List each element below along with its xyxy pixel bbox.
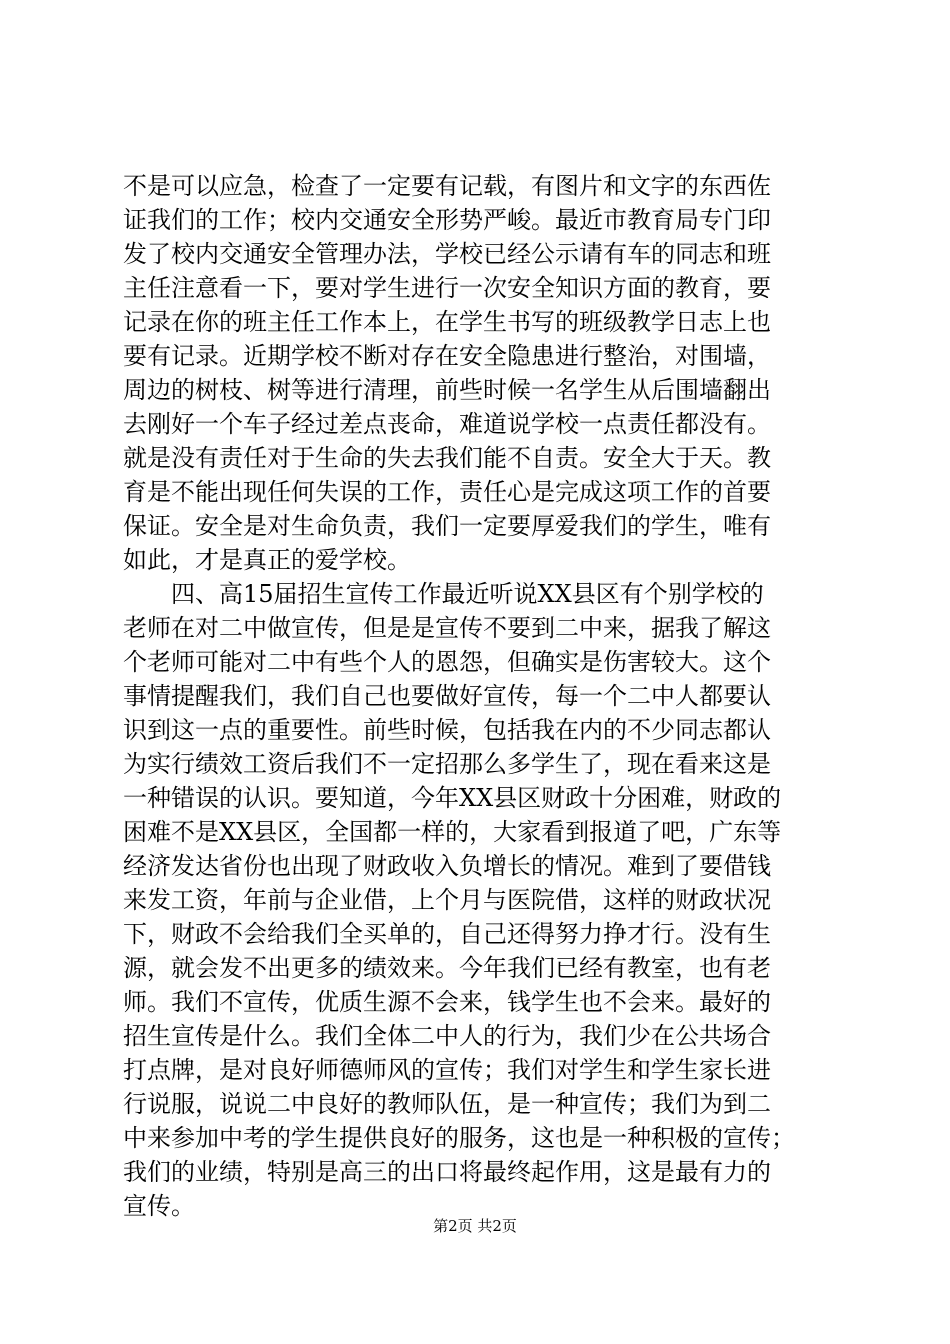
paragraph-line: 周边的树枝、树等进行清理，前些时候一名学生从后围墙翻出 (123, 376, 771, 404)
paragraph-line: 一种错误的认识。要知道，今年XX县区财政十分困难，财政的 (123, 784, 782, 812)
paragraph-line: 证我们的工作；校内交通安全形势严峻。最近市教育局专门印 (123, 206, 771, 234)
paragraph-line: 打点牌，是对良好师德师风的宣传；我们对学生和学生家长进 (123, 1056, 771, 1084)
paragraph-line: 下，财政不会给我们全买单的，自己还得努力挣才行。没有生 (123, 920, 771, 948)
page-footer: 第2页 共2页 (433, 1217, 517, 1235)
paragraph-line: 记录在你的班主任工作本上，在学生书写的班级教学日志上也 (123, 308, 771, 336)
paragraph-line: 师。我们不宣传，优质生源不会来，钱学生也不会来。最好的 (123, 988, 771, 1016)
paragraph-line: 事情提醒我们，我们自己也要做好宣传，每一个二中人都要认 (123, 682, 771, 710)
paragraph-line: 困难不是XX县区，全国都一样的，大家看到报道了吧，广东等 (123, 818, 782, 846)
paragraph-line: 个老师可能对二中有些个人的恩怨，但确实是伤害较大。这个 (123, 648, 771, 676)
paragraph-line: 行说服，说说二中良好的教师队伍，是一种宣传；我们为到二 (123, 1090, 771, 1118)
paragraph-line: 主任注意看一下，要对学生进行一次安全知识方面的教育，要 (123, 274, 771, 302)
paragraph-continued (123, 169, 843, 577)
paragraph-line: 中来参加中考的学生提供良好的服务，这也是一种积极的宣传； (123, 1124, 795, 1152)
paragraph-line: 发了校内交通安全管理办法，学校已经公示请有车的同志和班 (123, 240, 771, 268)
paragraph-line: 源，就会发不出更多的绩效来。今年我们已经有教室，也有老 (123, 954, 771, 982)
paragraph-line: 宣传。 (123, 1192, 195, 1220)
paragraph-first-line: 四、高15届招生宣传工作最近听说XX县区有个别学校的 (171, 580, 764, 608)
paragraph-line: 来发工资，年前与企业借，上个月与医院借，这样的财政状况 (123, 886, 771, 914)
paragraph-line: 如此，才是真正的爱学校。 (123, 546, 411, 574)
paragraph-line: 老师在对二中做宣传，但是是宣传不要到二中来，据我了解这 (123, 614, 771, 642)
paragraph-line: 要有记录。近期学校不断对存在安全隐患进行整治，对围墙， (123, 342, 771, 370)
paragraph-line: 去刚好一个车子经过差点丧命，难道说学校一点责任都没有。 (123, 410, 771, 438)
paragraph-line: 就是没有责任对于生命的失去我们能不自责。安全大于天。教 (123, 444, 771, 472)
paragraph-line: 不是可以应急，检查了一定要有记载，有图片和文字的东西佐 (123, 172, 771, 200)
paragraph-line: 招生宣传是什么。我们全体二中人的行为，我们少在公共场合 (123, 1022, 771, 1050)
paragraph-line: 经济发达省份也出现了财政收入负增长的情况。难到了要借钱 (123, 852, 771, 880)
paragraph-line: 保证。安全是对生命负责，我们一定要厚爱我们的学生，唯有 (123, 512, 771, 540)
paragraph-line: 为实行绩效工资后我们不一定招那么多学生了，现在看来这是 (123, 750, 771, 778)
paragraph-line: 识到这一点的重要性。前些时候，包括我在内的不少同志都认 (123, 716, 771, 744)
paragraph-section-four (123, 577, 843, 1223)
document-body (123, 169, 843, 1223)
paragraph-line: 育是不能出现任何失误的工作，责任心是完成这项工作的首要 (123, 478, 771, 506)
paragraph-line: 我们的业绩，特别是高三的出口将最终起作用，这是最有力的 (123, 1158, 771, 1186)
